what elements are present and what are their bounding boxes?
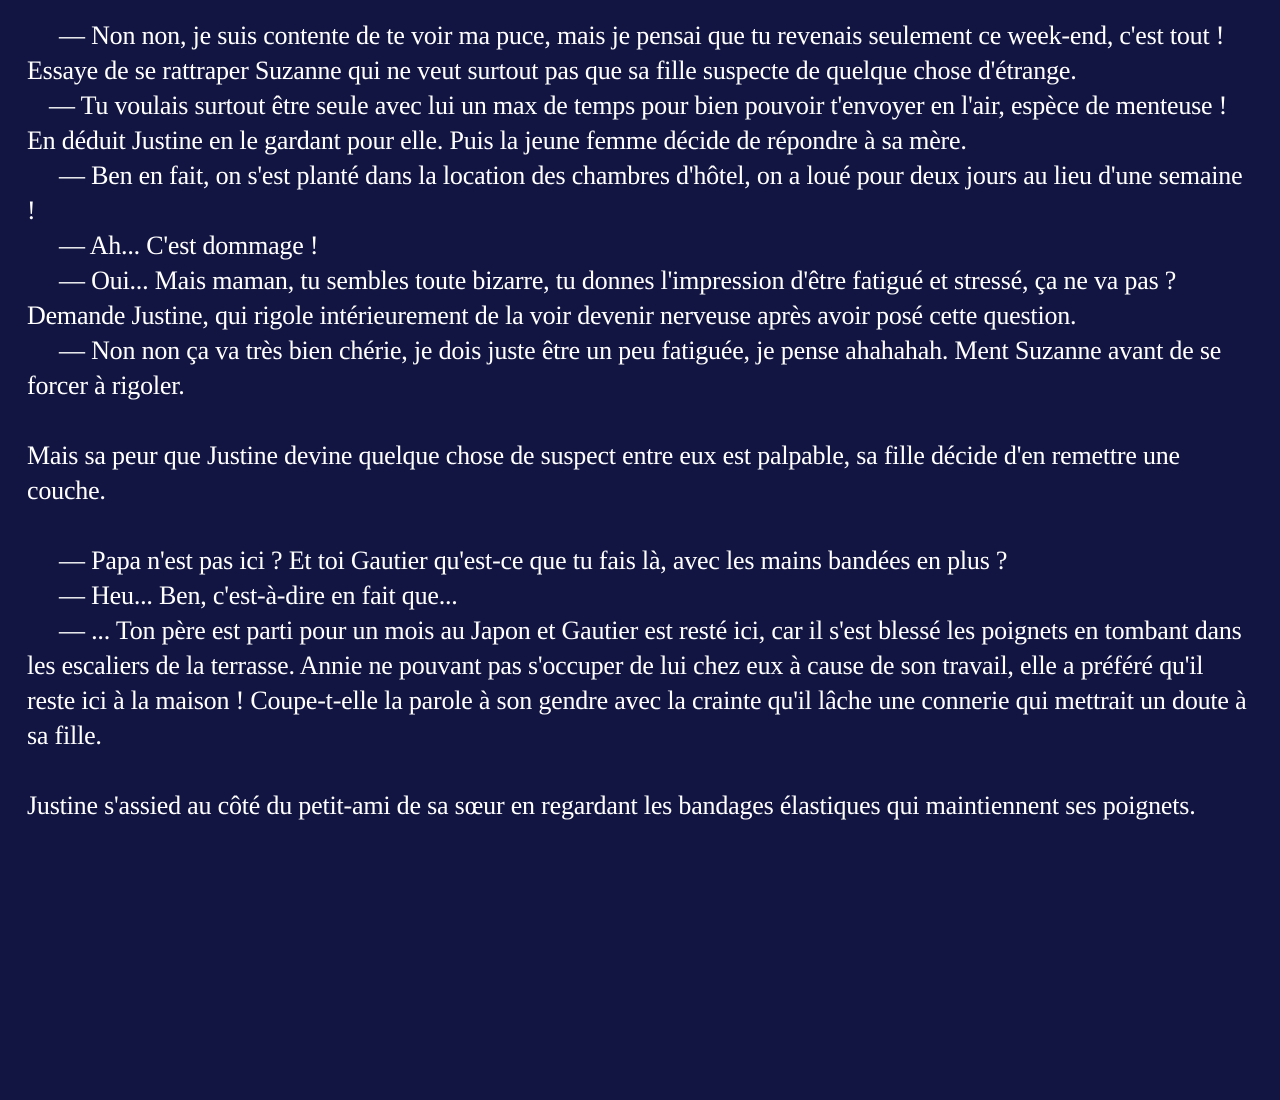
dialogue-paragraph: — Heu... Ben, c'est-à-dire en fait que...	[59, 581, 458, 610]
narrative-paragraph: Justine s'assied au côté du petit-ami de sa sœur en regardant les bandages élastiques qui maintiennent ses poignets.	[27, 791, 1196, 820]
story-text	[27, 18, 1254, 823]
paragraph-gap	[27, 508, 1254, 543]
dialogue-paragraph: — Non non ça va très bien chérie, je dois juste être un peu fatiguée, je pense ahahahah. Ment Suzanne avant de se forcer à rigoler.	[27, 336, 1222, 400]
paragraph-gap	[27, 403, 1254, 438]
paragraph-gap	[27, 753, 1254, 788]
dialogue-paragraph: — Ben en fait, on s'est planté dans la location des chambres d'hôtel, on a loué pour deux jours au lieu d'une semaine !	[27, 161, 1243, 225]
dialogue-paragraph: — Tu voulais surtout être seule avec lui un max de temps pour bien pouvoir t'envoyer en l'air, espèce de menteuse ! En déduit Justine en le gardant pour elle. Puis la jeune femme décide de répondre à sa mère.	[27, 91, 1228, 155]
dialogue-paragraph: — Ah... C'est dommage !	[59, 231, 319, 260]
dialogue-paragraph: — ... Ton père est parti pour un mois au Japon et Gautier est resté ici, car il s'est blessé les poignets en tombant dans les escaliers de la terrasse. Annie ne pouvant pas s'occuper de lui chez eux à cause de son travail, elle a préféré qu'il reste ici à la maison ! Coupe-t-elle la parole à son gendre avec la crainte qu'il lâche une connerie qui mettrait un doute à sa fille.	[27, 616, 1247, 750]
dialogue-paragraph: — Non non, je suis contente de te voir ma puce, mais je pensai que tu revenais seulement ce week-end, c'est tout ! Essaye de se rattraper Suzanne qui ne veut surtout pas que sa fille suspecte de quelque chose d'étrange.	[27, 21, 1225, 85]
dialogue-paragraph: — Oui... Mais maman, tu sembles toute bizarre, tu donnes l'impression d'être fatigué et stressé, ça ne va pas ? Demande Justine, qui rigole intérieurement de la voir devenir nerveuse après avoir posé cette question.	[27, 266, 1177, 330]
narrative-paragraph: Mais sa peur que Justine devine quelque chose de suspect entre eux est palpable, sa fille décide d'en remettre une couche.	[27, 441, 1180, 505]
dialogue-paragraph: — Papa n'est pas ici ? Et toi Gautier qu'est-ce que tu fais là, avec les mains bandées en plus ?	[59, 546, 1008, 575]
